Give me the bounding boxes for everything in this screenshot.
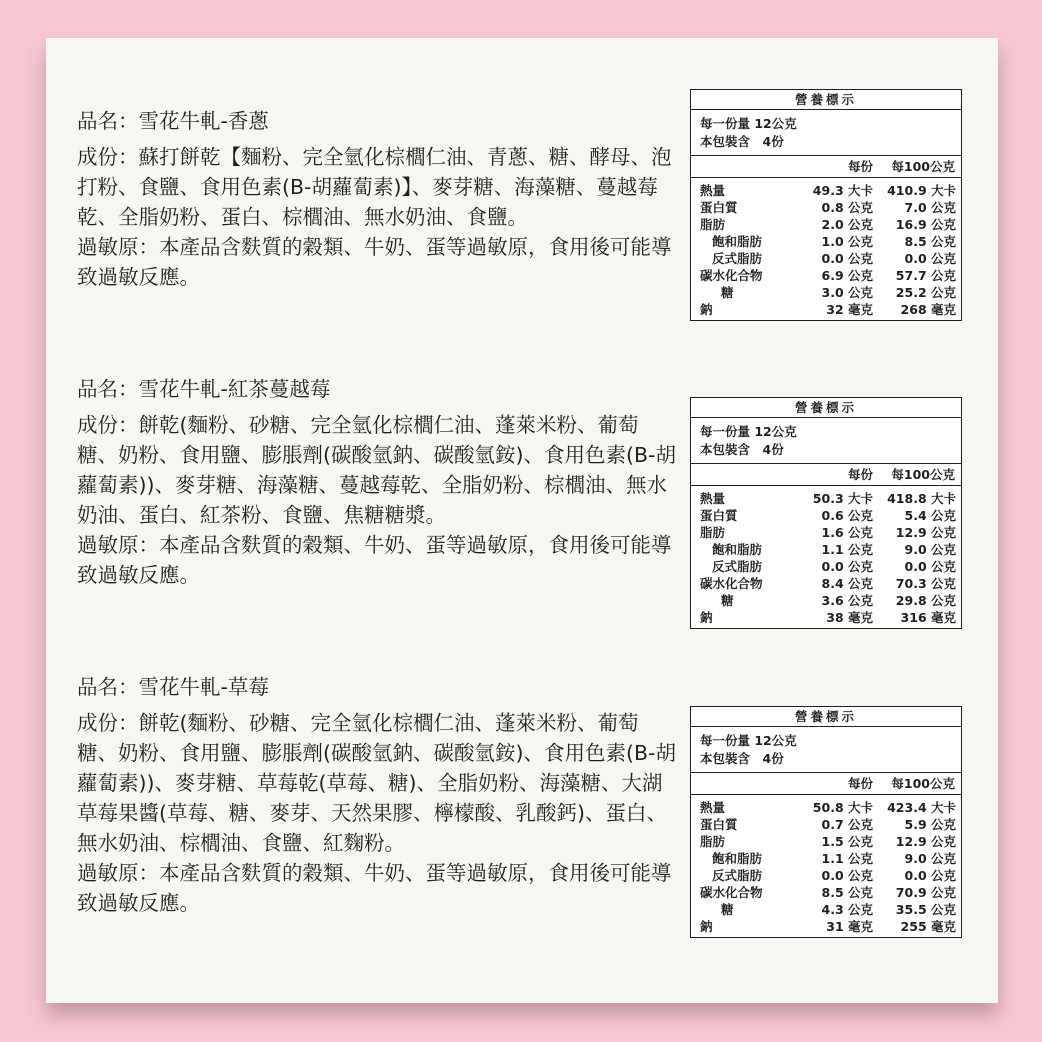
nutrition-row-energy [691, 182, 961, 199]
nutrition-title: 營養標示 [691, 398, 961, 418]
per-100g-value: 268 毫克 [900, 302, 956, 317]
col-per-serving: 每份 [847, 776, 873, 791]
product-allergen: 過敏原：本產品含麩質的穀類、牛奶、蛋等過敏原，食用後可能導致過敏反應。 [77, 235, 672, 289]
nutrient-name: 糖 [721, 902, 734, 917]
serving-info [691, 727, 961, 773]
nutrition-facts-table-2 [690, 397, 962, 629]
nutrient-name: 飽和脂肪 [712, 851, 763, 866]
per-100g-value: 5.4 公克 [904, 508, 956, 523]
nutrition-row-protein [691, 199, 961, 216]
nutrition-row-saturated-fat [691, 541, 961, 558]
per-serving-value: 4.3 公克 [821, 902, 873, 917]
col-per-serving: 每份 [847, 159, 873, 174]
servings-per-package: 本包裝含 4份 [700, 751, 784, 766]
per-serving-value: 0.6 公克 [821, 508, 873, 523]
col-per-100g: 每100公克 [891, 467, 955, 482]
per-100g-value: 5.9 公克 [904, 817, 956, 832]
nutrient-name: 碳水化合物 [700, 576, 763, 591]
nutrient-name: 糖 [721, 285, 734, 300]
nutrition-row-carbohydrate [691, 884, 961, 901]
per-100g-value: 9.0 公克 [904, 851, 956, 866]
nutrition-row-trans-fat [691, 558, 961, 575]
per-100g-value: 16.9 公克 [895, 217, 956, 232]
nutrition-row-energy [691, 799, 961, 816]
nutrition-row-sodium [691, 301, 961, 318]
nutrition-column-header [691, 464, 961, 486]
nutrition-facts-table-1 [690, 89, 962, 321]
nutrient-name: 蛋白質 [700, 817, 738, 832]
nutrient-name: 碳水化合物 [700, 885, 763, 900]
per-100g-value: 7.0 公克 [904, 200, 956, 215]
per-serving-value: 8.5 公克 [821, 885, 873, 900]
per-100g-value: 410.9 大卡 [887, 183, 956, 198]
per-serving-value: 1.5 公克 [821, 834, 873, 849]
product-allergen: 過敏原：本產品含麩質的穀類、牛奶、蛋等過敏原，食用後可能導致過敏反應。 [77, 861, 672, 915]
per-serving-value: 49.3 大卡 [812, 183, 873, 198]
per-serving-value: 38 毫克 [826, 610, 873, 625]
per-100g-value: 255 毫克 [900, 919, 956, 934]
nutrition-rows [691, 795, 961, 937]
nutrient-name: 熱量 [700, 491, 726, 506]
nutrient-name: 鈉 [700, 302, 713, 317]
per-100g-value: 0.0 公克 [904, 868, 956, 883]
nutrition-row-saturated-fat [691, 233, 961, 250]
nutrient-name: 熱量 [700, 800, 726, 815]
product-description-2 [77, 374, 677, 590]
per-serving-value: 2.0 公克 [821, 217, 873, 232]
per-100g-value: 12.9 公克 [895, 834, 956, 849]
col-per-100g: 每100公克 [891, 776, 955, 791]
nutrition-row-trans-fat [691, 250, 961, 267]
per-serving-value: 6.9 公克 [821, 268, 873, 283]
nutrient-name: 飽和脂肪 [712, 234, 763, 249]
per-serving-value: 1.1 公克 [821, 542, 873, 557]
nutrient-name: 反式脂肪 [712, 251, 763, 266]
per-serving-value: 0.0 公克 [821, 559, 873, 574]
nutrition-rows [691, 486, 961, 628]
per-100g-value: 70.9 公克 [895, 885, 956, 900]
product-description-1 [77, 106, 677, 292]
col-per-100g: 每100公克 [891, 159, 955, 174]
product-description-3 [77, 672, 677, 918]
nutrient-name: 反式脂肪 [712, 559, 763, 574]
servings-per-package: 本包裝含 4份 [700, 134, 784, 149]
per-serving-value: 0.0 公克 [821, 868, 873, 883]
per-serving-value: 3.0 公克 [821, 285, 873, 300]
per-100g-value: 9.0 公克 [904, 542, 956, 557]
serving-info [691, 418, 961, 464]
per-100g-value: 29.8 公克 [895, 593, 956, 608]
per-100g-value: 423.4 大卡 [887, 800, 956, 815]
nutrient-name: 鈉 [700, 919, 713, 934]
per-serving-value: 1.6 公克 [821, 525, 873, 540]
product-allergen: 過敏原：本產品含麩質的穀類、牛奶、蛋等過敏原，食用後可能導致過敏反應。 [77, 533, 672, 587]
nutrition-row-protein [691, 507, 961, 524]
per-100g-value: 0.0 公克 [904, 559, 956, 574]
nutrient-name: 飽和脂肪 [712, 542, 763, 557]
nutrition-facts-table-3 [690, 706, 962, 938]
nutrient-name: 熱量 [700, 183, 726, 198]
per-serving-value: 32 毫克 [826, 302, 873, 317]
nutrition-row-carbohydrate [691, 267, 961, 284]
serving-size: 每一份量 12公克 [700, 733, 797, 748]
nutrient-name: 碳水化合物 [700, 268, 763, 283]
nutrient-name: 脂肪 [700, 217, 726, 232]
serving-size: 每一份量 12公克 [700, 116, 797, 131]
per-100g-value: 316 毫克 [900, 610, 956, 625]
per-serving-value: 1.1 公克 [821, 851, 873, 866]
nutrition-row-saturated-fat [691, 850, 961, 867]
nutrition-row-carbohydrate [691, 575, 961, 592]
serving-size: 每一份量 12公克 [700, 424, 797, 439]
per-100g-value: 8.5 公克 [904, 234, 956, 249]
per-100g-value: 70.3 公克 [895, 576, 956, 591]
per-serving-value: 1.0 公克 [821, 234, 873, 249]
nutrient-name: 反式脂肪 [712, 868, 763, 883]
per-100g-value: 25.2 公克 [895, 285, 956, 300]
per-100g-value: 57.7 公克 [895, 268, 956, 283]
per-100g-value: 0.0 公克 [904, 251, 956, 266]
nutrition-title: 營養標示 [691, 707, 961, 727]
product-ingredients: 成份：餅乾(麵粉、砂糖、完全氫化棕櫚仁油、蓬萊米粉、葡萄糖、奶粉、食用鹽、膨脹劑(碳酸氫鈉、碳酸氫銨)、食用色素(B-胡蘿蔔素))、麥芽糖、草莓乾(草莓、糖)、全脂奶粉、海藻糖、大湖草莓果醬(草莓、糖、麥芽、天然果膠、檸檬酸、乳酸鈣)、蛋白、無水奶油、棕櫚油、食鹽、紅麴粉。 [77, 711, 676, 855]
nutrient-name: 脂肪 [700, 834, 726, 849]
per-serving-value: 0.7 公克 [821, 817, 873, 832]
per-100g-value: 12.9 公克 [895, 525, 956, 540]
nutrient-name: 糖 [721, 593, 734, 608]
col-per-serving: 每份 [847, 467, 873, 482]
per-100g-value: 35.5 公克 [895, 902, 956, 917]
per-serving-value: 8.4 公克 [821, 576, 873, 591]
nutrient-name: 脂肪 [700, 525, 726, 540]
nutrient-name: 蛋白質 [700, 200, 738, 215]
servings-per-package: 本包裝含 4份 [700, 442, 784, 457]
nutrition-rows [691, 178, 961, 320]
product-ingredients: 成份：蘇打餅乾【麵粉、完全氫化棕櫚仁油、青蔥、糖、酵母、泡打粉、食鹽、食用色素(B-胡蘿蔔素)】、麥芽糖、海藻糖、蔓越莓乾、全脂奶粉、蛋白、棕櫚油、無水奶油、食鹽。 [77, 145, 672, 229]
nutrition-title: 營養標示 [691, 90, 961, 110]
product-name: 品名：雪花牛軋-草莓 [77, 675, 269, 699]
nutrition-row-trans-fat [691, 867, 961, 884]
nutrition-row-sodium [691, 609, 961, 626]
nutrition-column-header [691, 773, 961, 795]
product-ingredients: 成份：餅乾(麵粉、砂糖、完全氫化棕櫚仁油、蓬萊米粉、葡萄糖、奶粉、食用鹽、膨脹劑(碳酸氫鈉、碳酸氫銨)、食用色素(B-胡蘿蔔素))、麥芽糖、海藻糖、蔓越莓乾、全脂奶粉、棕櫚油、無水奶油、蛋白、紅茶粉、食鹽、焦糖糖漿。 [77, 413, 676, 527]
per-serving-value: 0.0 公克 [821, 251, 873, 266]
nutrition-row-fat [691, 524, 961, 541]
per-serving-value: 50.8 大卡 [812, 800, 873, 815]
nutrition-row-fat [691, 216, 961, 233]
nutrition-row-sugar [691, 901, 961, 918]
nutrition-row-sodium [691, 918, 961, 935]
nutrient-name: 蛋白質 [700, 508, 738, 523]
product-name: 品名：雪花牛軋-香蔥 [77, 109, 269, 133]
per-serving-value: 0.8 公克 [821, 200, 873, 215]
product-name: 品名：雪花牛軋-紅茶蔓越莓 [77, 377, 331, 401]
nutrition-row-protein [691, 816, 961, 833]
per-serving-value: 3.6 公克 [821, 593, 873, 608]
per-serving-value: 50.3 大卡 [812, 491, 873, 506]
serving-info [691, 110, 961, 156]
nutrition-row-sugar [691, 592, 961, 609]
per-serving-value: 31 毫克 [826, 919, 873, 934]
nutrition-row-energy [691, 490, 961, 507]
nutrition-column-header [691, 156, 961, 178]
per-100g-value: 418.8 大卡 [887, 491, 956, 506]
nutrient-name: 鈉 [700, 610, 713, 625]
nutrition-row-sugar [691, 284, 961, 301]
label-card [46, 38, 998, 1003]
nutrition-row-fat [691, 833, 961, 850]
